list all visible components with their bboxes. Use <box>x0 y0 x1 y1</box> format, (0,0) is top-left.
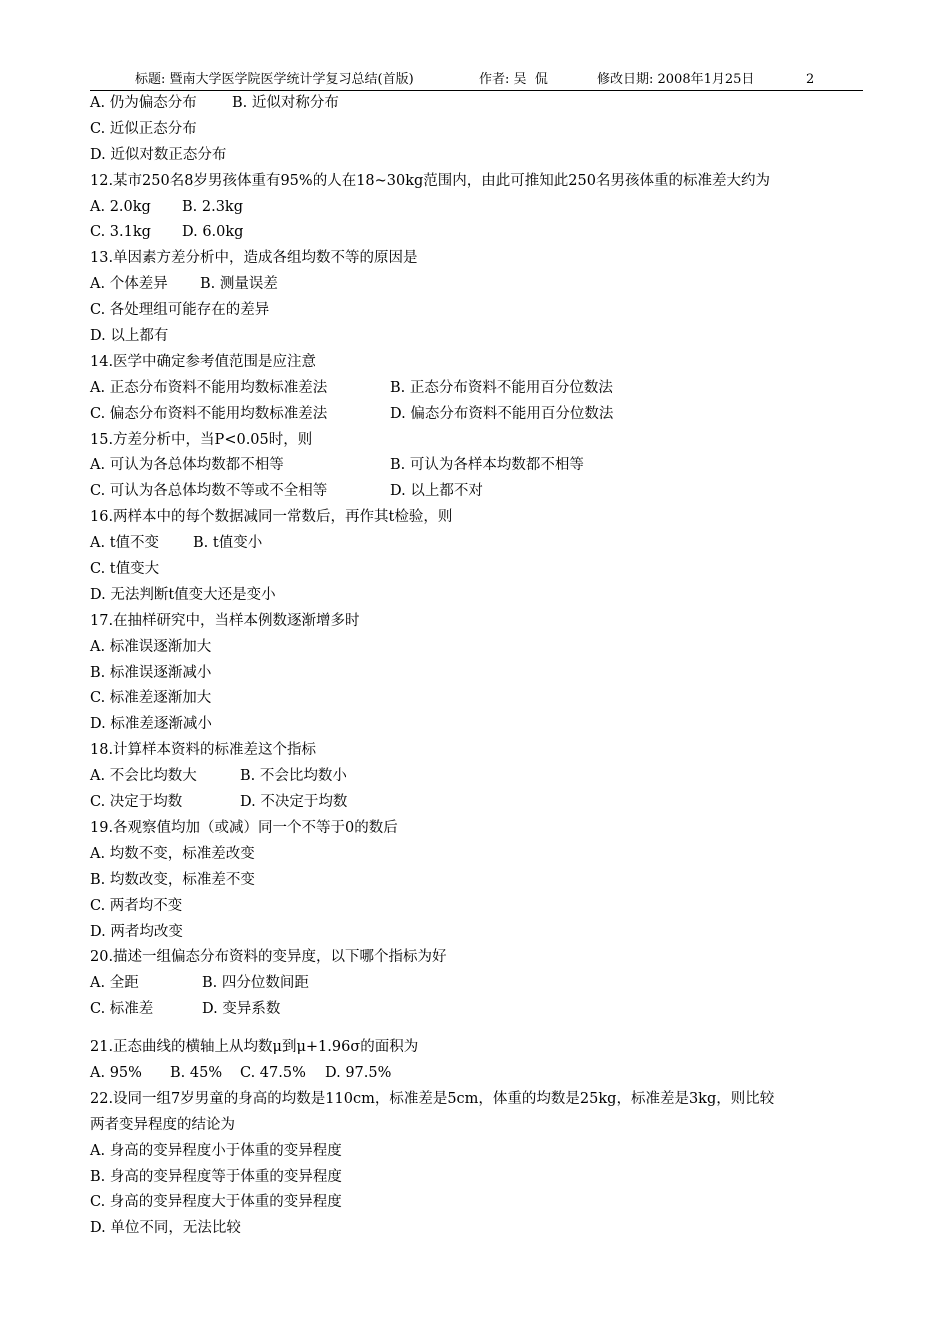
option-c: C. 两者均不变 <box>90 897 183 914</box>
option-b: B. 标准误逐渐减小 <box>90 664 212 681</box>
list-item <box>90 1165 880 1191</box>
question-stem <box>90 505 880 531</box>
list-item <box>90 1061 880 1087</box>
list-item <box>90 479 880 505</box>
option-b: B. 正态分布资料不能用百分位数法 <box>390 379 613 396</box>
list-item <box>90 971 880 997</box>
option-d: D. 不决定于均数 <box>240 794 348 811</box>
option-b: B. 身高的变异程度等于体重的变异程度 <box>90 1168 342 1185</box>
list-item <box>90 376 880 402</box>
list-item <box>90 868 880 894</box>
option-a: A. 全距 <box>90 975 139 992</box>
option-d: D. 偏态分布资料不能用百分位数法 <box>390 405 614 422</box>
option-d: D. 以上都有 <box>90 328 169 345</box>
question-list <box>90 91 880 1242</box>
option-b: B. t值变小 <box>193 535 263 552</box>
list-item <box>90 557 880 583</box>
list-item <box>90 143 880 169</box>
list-item <box>90 195 880 221</box>
option-a: A. 标准误逐渐加大 <box>90 638 212 655</box>
option-b: B. 测量误差 <box>200 276 278 293</box>
option-a: A. 不会比均数大 <box>90 768 197 785</box>
question-text: 12.某市250名8岁男孩体重有95%的人在18~30kg范围内，由此可推知此250名男孩体重的标准差大约为 <box>90 172 770 189</box>
option-a: A. t值不变 <box>90 535 160 552</box>
option-a: A. 仍为偏态分布 <box>90 95 197 111</box>
option-a: A. 2.0kg <box>90 198 151 215</box>
question-stem <box>90 738 880 764</box>
list-item <box>90 920 880 946</box>
option-c: C. 标准差逐渐加大 <box>90 690 212 707</box>
list-item <box>90 764 880 790</box>
option-b: B. 不会比均数小 <box>240 768 347 785</box>
option-c: C. t值变大 <box>90 561 160 578</box>
option-c: C. 47.5% <box>240 1064 306 1081</box>
list-item <box>90 324 880 350</box>
list-item <box>90 91 880 117</box>
question-text: 22.设同一组7岁男童的身高的均数是110cm，标准差是5cm，体重的均数是25kg，标准差是3kg，则比较 <box>90 1090 775 1107</box>
question-text: 19.各观察值均加（或减）同一个不等于0的数后 <box>90 819 398 836</box>
list-item <box>90 842 880 868</box>
option-a: A. 个体差异 <box>90 276 168 293</box>
option-a: A. 95% <box>90 1064 142 1081</box>
list-item <box>90 453 880 479</box>
option-b: B. 均数改变，标准差不变 <box>90 871 255 888</box>
option-a: A. 可认为各总体均数都不相等 <box>90 457 284 474</box>
option-a: A. 均数不变，标准差改变 <box>90 845 255 862</box>
header-author: 作者: 吴 侃 <box>479 72 548 87</box>
option-c: C. 3.1kg <box>90 224 151 241</box>
option-d: D. 近似对数正态分布 <box>90 146 227 163</box>
list-item <box>90 117 880 143</box>
option-b: B. 近似对称分布 <box>232 95 339 111</box>
list-item <box>90 298 880 324</box>
question-stem <box>90 350 880 376</box>
list-item <box>90 220 880 246</box>
question-stem <box>90 1087 880 1113</box>
header-title: 标题: 暨南大学医学院医学统计学复习总结(首版) <box>135 72 414 87</box>
option-c: C. 各处理组可能存在的差异 <box>90 302 270 319</box>
question-stem-continued <box>90 1113 880 1139</box>
list-item <box>90 894 880 920</box>
list-item <box>90 635 880 661</box>
option-b: B. 2.3kg <box>182 198 244 215</box>
option-c: C. 决定于均数 <box>90 794 183 811</box>
list-item <box>90 712 880 738</box>
question-text: 18.计算样本资料的标准差这个指标 <box>90 742 317 759</box>
option-b: B. 四分位数间距 <box>202 975 309 992</box>
question-stem <box>90 246 880 272</box>
option-a: A. 正态分布资料不能用均数标准差法 <box>90 379 328 396</box>
page-header <box>90 70 863 91</box>
option-d: D. 标准差逐渐减小 <box>90 716 212 733</box>
list-item <box>90 1139 880 1165</box>
list-item <box>90 272 880 298</box>
option-c: C. 偏态分布资料不能用均数标准差法 <box>90 405 328 422</box>
question-text: 21.正态曲线的横轴上从均数μ到μ+1.96σ的面积为 <box>90 1039 419 1056</box>
question-text: 20.描述一组偏态分布资料的变异度，以下哪个指标为好 <box>90 949 447 966</box>
question-stem <box>90 428 880 454</box>
question-stem <box>90 945 880 971</box>
question-text: 17.在抽样研究中，当样本例数逐渐增多时 <box>90 612 360 629</box>
option-d: D. 单位不同，无法比较 <box>90 1220 241 1237</box>
option-d: D. 变异系数 <box>202 1001 281 1018</box>
question-text: 两者变异程度的结论为 <box>90 1116 235 1133</box>
option-d: D. 两者均改变 <box>90 923 183 940</box>
list-item <box>90 402 880 428</box>
question-text: 14.医学中确定参考值范围是应注意 <box>90 353 317 370</box>
option-c: C. 可认为各总体均数不等或不全相等 <box>90 483 328 500</box>
header-page-number: 2 <box>806 72 815 87</box>
option-d: D. 以上都不对 <box>390 483 483 500</box>
option-c: C. 身高的变异程度大于体重的变异程度 <box>90 1194 342 1211</box>
list-item <box>90 661 880 687</box>
question-stem <box>90 1035 880 1061</box>
question-stem <box>90 169 880 195</box>
list-item <box>90 1216 880 1242</box>
option-d: D. 97.5% <box>325 1064 392 1081</box>
list-item <box>90 790 880 816</box>
option-b: B. 45% <box>170 1064 223 1081</box>
option-d: D. 无法判断t值变大还是变小 <box>90 586 276 603</box>
question-stem <box>90 816 880 842</box>
header-date: 修改日期: 2008年1月25日 <box>597 72 755 87</box>
option-d: D. 6.0kg <box>182 224 244 241</box>
list-item <box>90 686 880 712</box>
list-item <box>90 583 880 609</box>
question-text: 15.方差分析中，当P<0.05时，则 <box>90 431 313 448</box>
option-b: B. 可认为各样本均数都不相等 <box>390 457 584 474</box>
question-stem <box>90 609 880 635</box>
question-text: 16.两样本中的每个数据减同一常数后，再作其t检验，则 <box>90 509 453 526</box>
option-c: C. 近似正态分布 <box>90 120 197 137</box>
option-c: C. 标准差 <box>90 1001 154 1018</box>
option-a: A. 身高的变异程度小于体重的变异程度 <box>90 1142 342 1159</box>
list-item <box>90 531 880 557</box>
list-item <box>90 1190 880 1216</box>
list-item <box>90 997 880 1023</box>
question-text: 13.单因素方差分析中，造成各组均数不等的原因是 <box>90 250 418 267</box>
